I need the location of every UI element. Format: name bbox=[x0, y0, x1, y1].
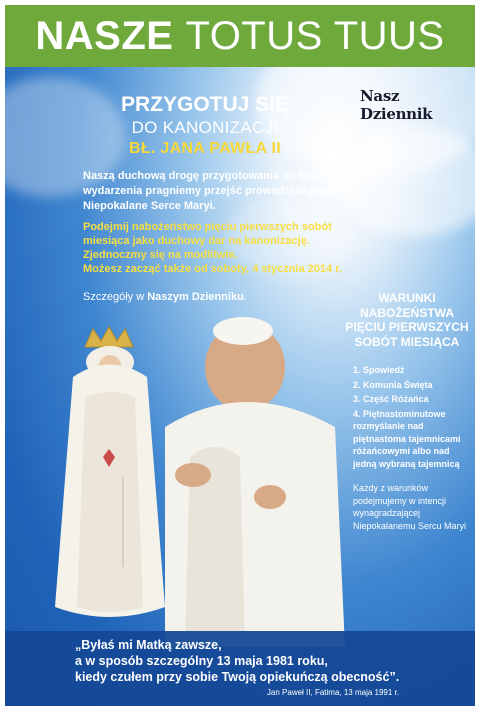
quote-line-2: a w sposób szczególny 13 maja 1981 roku, bbox=[75, 654, 328, 668]
quote-band bbox=[5, 631, 475, 706]
header-title-bold: NASZE bbox=[35, 13, 174, 58]
condition-number: 1. bbox=[353, 365, 361, 375]
pope-figure bbox=[165, 317, 345, 647]
cloud-shape bbox=[335, 127, 475, 237]
conditions-list bbox=[353, 364, 473, 532]
condition-text: Komunia Święta bbox=[363, 379, 433, 390]
condition-number: 2. bbox=[353, 379, 361, 390]
newspaper-logo: Nasz Dziennik bbox=[360, 87, 433, 123]
call-line-2: Zjednoczmy się na modlitwie. bbox=[83, 249, 238, 261]
details-prefix: Szczegóły w bbox=[83, 291, 148, 303]
condition-text: Piętnastominutowe rozmyślanie nad piętnastoma tajemnicami różańcowymi albo nad jedną wybraną tajemnicą bbox=[353, 408, 461, 469]
condition-number: 3. bbox=[353, 394, 361, 404]
conditions-title: WARUNKI NABOŻEŃSTWA PIĘCIU PIERWSZYCH SOBÓT MIESIĄCA bbox=[345, 291, 469, 349]
quote-line-3: kiedy czułem przy sobie Twoją opiekuńczą obecność”. bbox=[75, 670, 400, 684]
condition-number: 4. bbox=[353, 408, 361, 419]
headline bbox=[75, 93, 335, 160]
quote-source: Jan Paweł II, Fatima, 13 maja 1991 r. bbox=[266, 688, 399, 697]
call-to-action bbox=[83, 220, 345, 276]
statue-and-pope-image bbox=[15, 307, 345, 647]
call-line-1: Podejmij nabożeństwo pięciu pierwszych sobót miesiąca jako duchowy dar na kanonizację. bbox=[83, 221, 332, 247]
quote-text bbox=[75, 637, 415, 685]
condition-text: Spowiedź bbox=[363, 365, 405, 375]
intro-text: Naszą duchową drogę przygotowania do tego wydarzenia pragniemy przejść prowadzeni przez Niepokalane Serce Maryi. bbox=[83, 170, 337, 212]
fatima-statue-figure bbox=[55, 327, 165, 617]
main-panel bbox=[5, 67, 475, 706]
headline-line-2: DO KANONIZACJI bbox=[131, 118, 279, 137]
details-newspaper: Naszym Dzienniku bbox=[147, 291, 244, 303]
condition-item bbox=[353, 393, 473, 406]
condition-item bbox=[353, 379, 473, 392]
headline-line-3: BŁ. JANA PAWŁA II bbox=[128, 140, 282, 157]
condition-item bbox=[353, 364, 473, 377]
condition-item bbox=[353, 408, 473, 471]
call-line-3: Możesz zacząć także od soboty, 4 stycznia 2014 r. bbox=[83, 263, 343, 275]
details-text bbox=[83, 290, 345, 304]
headline-line-1: PRZYGOTUJ SIĘ bbox=[120, 93, 290, 116]
quote-line-1: „Byłaś mi Matką zawsze, bbox=[75, 638, 222, 652]
conditions-note: Każdy z warunków podejmujemy w intencji wynagradzającej Niepokalanemu Sercu Maryi bbox=[353, 483, 467, 531]
condition-text: Część Różańca bbox=[363, 394, 429, 404]
details-suffix: . bbox=[243, 291, 247, 303]
header-banner bbox=[5, 5, 475, 67]
header-title-regular: TOTUS TUUS bbox=[185, 13, 445, 58]
